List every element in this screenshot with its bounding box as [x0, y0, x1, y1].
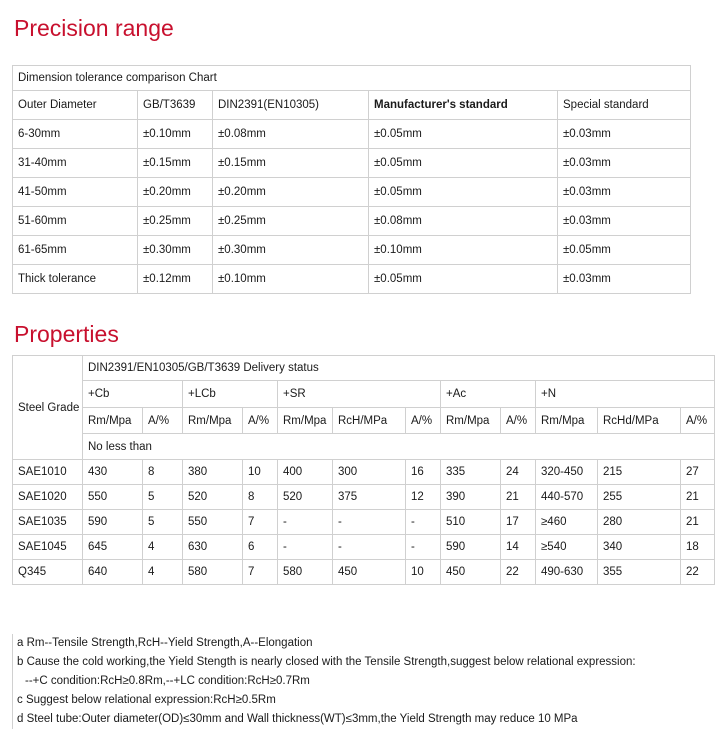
cell-ac-rm: 450 — [441, 560, 501, 585]
cell-outer-diameter: 41-50mm — [13, 178, 138, 207]
cell-sr-a: 16 — [406, 460, 441, 485]
cell-lcb-rm: 580 — [183, 560, 243, 585]
cell-cb-rm: 640 — [83, 560, 143, 585]
properties-table — [12, 355, 715, 585]
unit-header-sr-a: A/% — [406, 408, 441, 434]
cell-outer-diameter: 6-30mm — [13, 120, 138, 149]
properties-delivery-row — [13, 356, 715, 381]
cell-ac-rm: 335 — [441, 460, 501, 485]
cell-n-a: 21 — [681, 485, 715, 510]
cell-n-rm: ≥540 — [536, 535, 598, 560]
group-header-lcb: +LCb — [183, 381, 278, 408]
cell-manufacturer: ±0.05mm — [369, 149, 558, 178]
cell-special: ±0.03mm — [558, 207, 691, 236]
cell-lcb-a: 8 — [243, 485, 278, 510]
group-header-ac: +Ac — [441, 381, 536, 408]
cell-special: ±0.03mm — [558, 265, 691, 294]
cell-sr-rm: 520 — [278, 485, 333, 510]
table-row — [13, 560, 715, 585]
cell-gb-t3639: ±0.10mm — [138, 120, 213, 149]
header-outer-diameter: Outer Diameter — [13, 91, 138, 120]
cell-cb-rm: 430 — [83, 460, 143, 485]
cell-lcb-a: 7 — [243, 560, 278, 585]
cell-n-rchd: 255 — [598, 485, 681, 510]
cell-ac-a: 22 — [501, 560, 536, 585]
cell-ac-a: 17 — [501, 510, 536, 535]
tolerance-caption-row — [13, 66, 691, 91]
header-delivery-status: DIN2391/EN10305/GB/T3639 Delivery status — [83, 356, 715, 381]
unit-header-ac-rm: Rm/Mpa — [441, 408, 501, 434]
table-row — [13, 149, 691, 178]
cell-cb-a: 8 — [143, 460, 183, 485]
cell-cb-a: 4 — [143, 560, 183, 585]
table-row — [13, 535, 715, 560]
table-row — [13, 460, 715, 485]
cell-cb-a: 5 — [143, 485, 183, 510]
unit-header-n-rchd: RcHd/MPa — [598, 408, 681, 434]
cell-n-a: 27 — [681, 460, 715, 485]
cell-sr-rch: - — [333, 535, 406, 560]
cell-lcb-rm: 550 — [183, 510, 243, 535]
cell-ac-rm: 510 — [441, 510, 501, 535]
unit-header-cb-a: A/% — [143, 408, 183, 434]
unit-header-n-rm: Rm/Mpa — [536, 408, 598, 434]
cell-lcb-rm: 380 — [183, 460, 243, 485]
unit-header-sr-rm: Rm/Mpa — [278, 408, 333, 434]
cell-din2391: ±0.15mm — [213, 149, 369, 178]
unit-header-cb-rm: Rm/Mpa — [83, 408, 143, 434]
cell-ac-rm: 390 — [441, 485, 501, 510]
cell-sr-rch: 375 — [333, 485, 406, 510]
table-row — [13, 120, 691, 149]
cell-sr-rch: 300 — [333, 460, 406, 485]
cell-manufacturer: ±0.05mm — [369, 265, 558, 294]
unit-header-sr-rch: RcH/MPa — [333, 408, 406, 434]
cell-steel-grade: SAE1045 — [13, 535, 83, 560]
cell-ac-rm: 590 — [441, 535, 501, 560]
cell-cb-rm: 645 — [83, 535, 143, 560]
footnotes-block — [12, 634, 717, 729]
cell-n-a: 18 — [681, 535, 715, 560]
unit-header-ac-a: A/% — [501, 408, 536, 434]
no-less-than-label: No less than — [83, 434, 715, 460]
cell-gb-t3639: ±0.15mm — [138, 149, 213, 178]
cell-n-rchd: 355 — [598, 560, 681, 585]
cell-ac-a: 24 — [501, 460, 536, 485]
cell-sr-rm: - — [278, 510, 333, 535]
cell-cb-a: 4 — [143, 535, 183, 560]
cell-n-rm: 320-450 — [536, 460, 598, 485]
cell-ac-a: 14 — [501, 535, 536, 560]
cell-gb-t3639: ±0.30mm — [138, 236, 213, 265]
properties-group-row — [13, 381, 715, 408]
cell-steel-grade: Q345 — [13, 560, 83, 585]
cell-sr-a: 12 — [406, 485, 441, 510]
properties-no-less-than-row — [13, 434, 715, 460]
cell-manufacturer: ±0.05mm — [369, 120, 558, 149]
table-row — [13, 236, 691, 265]
cell-manufacturer: ±0.10mm — [369, 236, 558, 265]
header-manufacturer-standard: Manufacturer's standard — [369, 91, 558, 120]
tolerance-table-body — [13, 66, 691, 294]
cell-gb-t3639: ±0.20mm — [138, 178, 213, 207]
footnote-c: c Suggest below relational expression:RcH≥0.5Rm — [17, 694, 276, 706]
cell-din2391: ±0.25mm — [213, 207, 369, 236]
cell-lcb-rm: 630 — [183, 535, 243, 560]
cell-n-rm: ≥460 — [536, 510, 598, 535]
group-header-n: +N — [536, 381, 715, 408]
cell-special: ±0.03mm — [558, 149, 691, 178]
cell-outer-diameter: 61-65mm — [13, 236, 138, 265]
unit-header-n-a: A/% — [681, 408, 715, 434]
header-steel-grade: Steel Grade — [13, 356, 83, 460]
cell-manufacturer: ±0.08mm — [369, 207, 558, 236]
page-title-properties: Properties — [14, 321, 119, 347]
table-row — [13, 178, 691, 207]
cell-cb-rm: 550 — [83, 485, 143, 510]
cell-special: ±0.05mm — [558, 236, 691, 265]
footnote-d: d Steel tube:Outer diameter(OD)≤30mm and Wall thickness(WT)≤3mm,the Yield Strength may reduce 10 MPa — [17, 713, 578, 725]
table-row — [13, 207, 691, 236]
header-din2391: DIN2391(EN10305) — [213, 91, 369, 120]
cell-lcb-a: 7 — [243, 510, 278, 535]
cell-special: ±0.03mm — [558, 120, 691, 149]
cell-n-rchd: 280 — [598, 510, 681, 535]
cell-n-a: 21 — [681, 510, 715, 535]
cell-outer-diameter: 31-40mm — [13, 149, 138, 178]
cell-ac-a: 21 — [501, 485, 536, 510]
page-title-precision-range: Precision range — [14, 15, 174, 41]
tolerance-table-caption: Dimension tolerance comparison Chart — [13, 66, 691, 91]
group-header-cb: +Cb — [83, 381, 183, 408]
cell-n-rchd: 215 — [598, 460, 681, 485]
cell-sr-a: - — [406, 510, 441, 535]
tolerance-header-row — [13, 91, 691, 120]
cell-manufacturer: ±0.05mm — [369, 178, 558, 207]
properties-table-body — [13, 356, 715, 585]
properties-units-row — [13, 408, 715, 434]
table-row — [13, 510, 715, 535]
cell-lcb-rm: 520 — [183, 485, 243, 510]
cell-din2391: ±0.08mm — [213, 120, 369, 149]
cell-din2391: ±0.10mm — [213, 265, 369, 294]
cell-gb-t3639: ±0.12mm — [138, 265, 213, 294]
cell-sr-rch: 450 — [333, 560, 406, 585]
footnote-b-continued: --+C condition:RcH≥0.8Rm,--+LC condition:RcH≥0.7Rm — [25, 675, 310, 687]
cell-sr-rm: 580 — [278, 560, 333, 585]
cell-cb-rm: 590 — [83, 510, 143, 535]
cell-steel-grade: SAE1020 — [13, 485, 83, 510]
cell-sr-a: - — [406, 535, 441, 560]
cell-lcb-a: 6 — [243, 535, 278, 560]
unit-header-lcb-rm: Rm/Mpa — [183, 408, 243, 434]
cell-steel-grade: SAE1010 — [13, 460, 83, 485]
header-special-standard: Special standard — [558, 91, 691, 120]
cell-outer-diameter: 51-60mm — [13, 207, 138, 236]
dimension-tolerance-table — [12, 65, 691, 294]
cell-special: ±0.03mm — [558, 178, 691, 207]
cell-sr-a: 10 — [406, 560, 441, 585]
cell-n-rm: 440-570 — [536, 485, 598, 510]
footnote-a: a Rm--Tensile Strength,RcH--Yield Strength,A--Elongation — [17, 637, 313, 649]
cell-gb-t3639: ±0.25mm — [138, 207, 213, 236]
cell-sr-rm: - — [278, 535, 333, 560]
cell-sr-rm: 400 — [278, 460, 333, 485]
cell-sr-rch: - — [333, 510, 406, 535]
group-header-sr: +SR — [278, 381, 441, 408]
footnote-b: b Cause the cold working,the Yield Stength is nearly closed with the Tensile Strength,suggest below relational expression: — [17, 656, 636, 668]
cell-cb-a: 5 — [143, 510, 183, 535]
cell-n-rm: 490-630 — [536, 560, 598, 585]
cell-din2391: ±0.30mm — [213, 236, 369, 265]
unit-header-lcb-a: A/% — [243, 408, 278, 434]
cell-n-rchd: 340 — [598, 535, 681, 560]
cell-din2391: ±0.20mm — [213, 178, 369, 207]
header-gb-t3639: GB/T3639 — [138, 91, 213, 120]
cell-steel-grade: SAE1035 — [13, 510, 83, 535]
cell-lcb-a: 10 — [243, 460, 278, 485]
cell-outer-diameter: Thick tolerance — [13, 265, 138, 294]
cell-n-a: 22 — [681, 560, 715, 585]
table-row — [13, 485, 715, 510]
table-row — [13, 265, 691, 294]
